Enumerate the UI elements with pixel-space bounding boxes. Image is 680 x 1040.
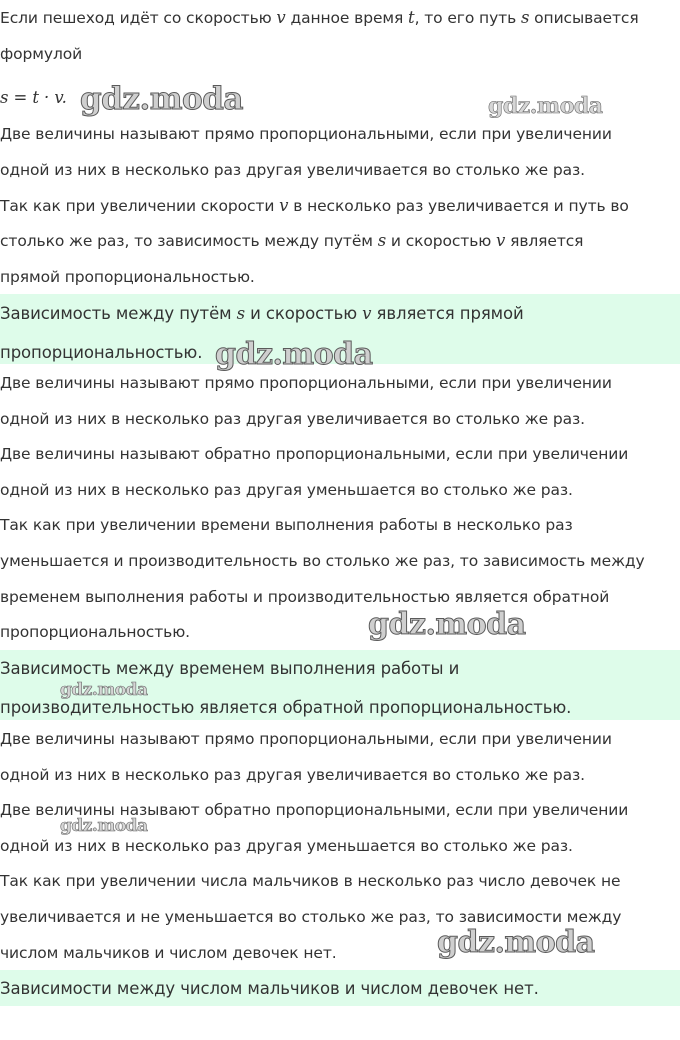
answer-line: производительностью является обратной пропорциональностью. — [0, 698, 572, 717]
text-line: Так как при увеличении скорости v в несколько раз увеличивается и путь во — [0, 196, 629, 215]
watermark-logo: gdz.moda — [215, 337, 373, 372]
watermark-logo: gdz.moda — [80, 81, 243, 117]
text-line: уменьшается и производительность во столько же раз, то зависимость между — [0, 552, 645, 570]
text-line: Так как при увеличении числа мальчиков в несколько раз число девочек не — [0, 872, 621, 890]
answer-line: Зависимость между путём s и скоростью v является прямой — [0, 304, 524, 323]
watermark-logo: gdz.moda — [437, 925, 595, 960]
text-line: пропорциональностью. — [0, 623, 190, 641]
math-variable: v — [279, 196, 289, 215]
text-line: формулой — [0, 45, 83, 63]
answer-line: Зависимость между временем выполнения работы и — [0, 659, 460, 678]
answer-line: пропорциональностью. — [0, 343, 203, 362]
answer-box — [0, 970, 680, 1006]
text-line: одной из них в несколько раз другая уменьшается во столько же раз. — [0, 837, 573, 855]
math-formula: s = t · v. — [0, 88, 67, 107]
text-line: столько же раз, то зависимость между путём s и скоростью v является — [0, 231, 584, 250]
watermark-logo: gdz.moda — [60, 816, 148, 836]
text-line: Так как при увеличении времени выполнения работы в несколько раз — [0, 516, 573, 534]
math-variable: s — [236, 304, 245, 323]
text-line: Две величины называют прямо пропорциональными, если при увеличении — [0, 730, 612, 748]
text-line: одной из них в несколько раз другая увеличивается во столько же раз. — [0, 766, 585, 784]
text-line: прямой пропорциональностью. — [0, 268, 255, 286]
watermark-logo: gdz.moda — [60, 680, 148, 700]
text-line: временем выполнения работы и производительностью является обратной — [0, 588, 610, 606]
math-variable: t — [408, 8, 415, 27]
text-line: Две величины называют обратно пропорциональными, если при увеличении — [0, 801, 629, 819]
text-line: одной из них в несколько раз другая уменьшается во столько же раз. — [0, 481, 573, 499]
text-line: одной из них в несколько раз другая увеличивается во столько же раз. — [0, 161, 585, 179]
text-line: Две величины называют прямо пропорциональными, если при увеличении — [0, 374, 612, 392]
text-line: Две величины называют прямо пропорциональными, если при увеличении — [0, 125, 612, 143]
text-line: числом мальчиков и числом девочек нет. — [0, 944, 337, 962]
math-variable: v — [362, 304, 372, 323]
answer-line: Зависимости между числом мальчиков и числом девочек нет. — [0, 979, 539, 998]
text-line: увеличивается и не уменьшается во столько же раз, то зависимости между — [0, 908, 622, 926]
math-variable: s — [377, 231, 387, 250]
text-line: одной из них в несколько раз другая увеличивается во столько же раз. — [0, 410, 585, 428]
watermark-logo: gdz.moda — [488, 93, 603, 119]
text-line: Если пешеход идёт со скоростью v данное время t, то его путь s описывается — [0, 8, 639, 27]
math-variable: v — [496, 231, 506, 250]
math-variable: s — [520, 8, 530, 27]
watermark-logo: gdz.moda — [368, 607, 526, 642]
math-variable: v — [276, 8, 286, 27]
text-line: Две величины называют обратно пропорциональными, если при увеличении — [0, 445, 629, 463]
